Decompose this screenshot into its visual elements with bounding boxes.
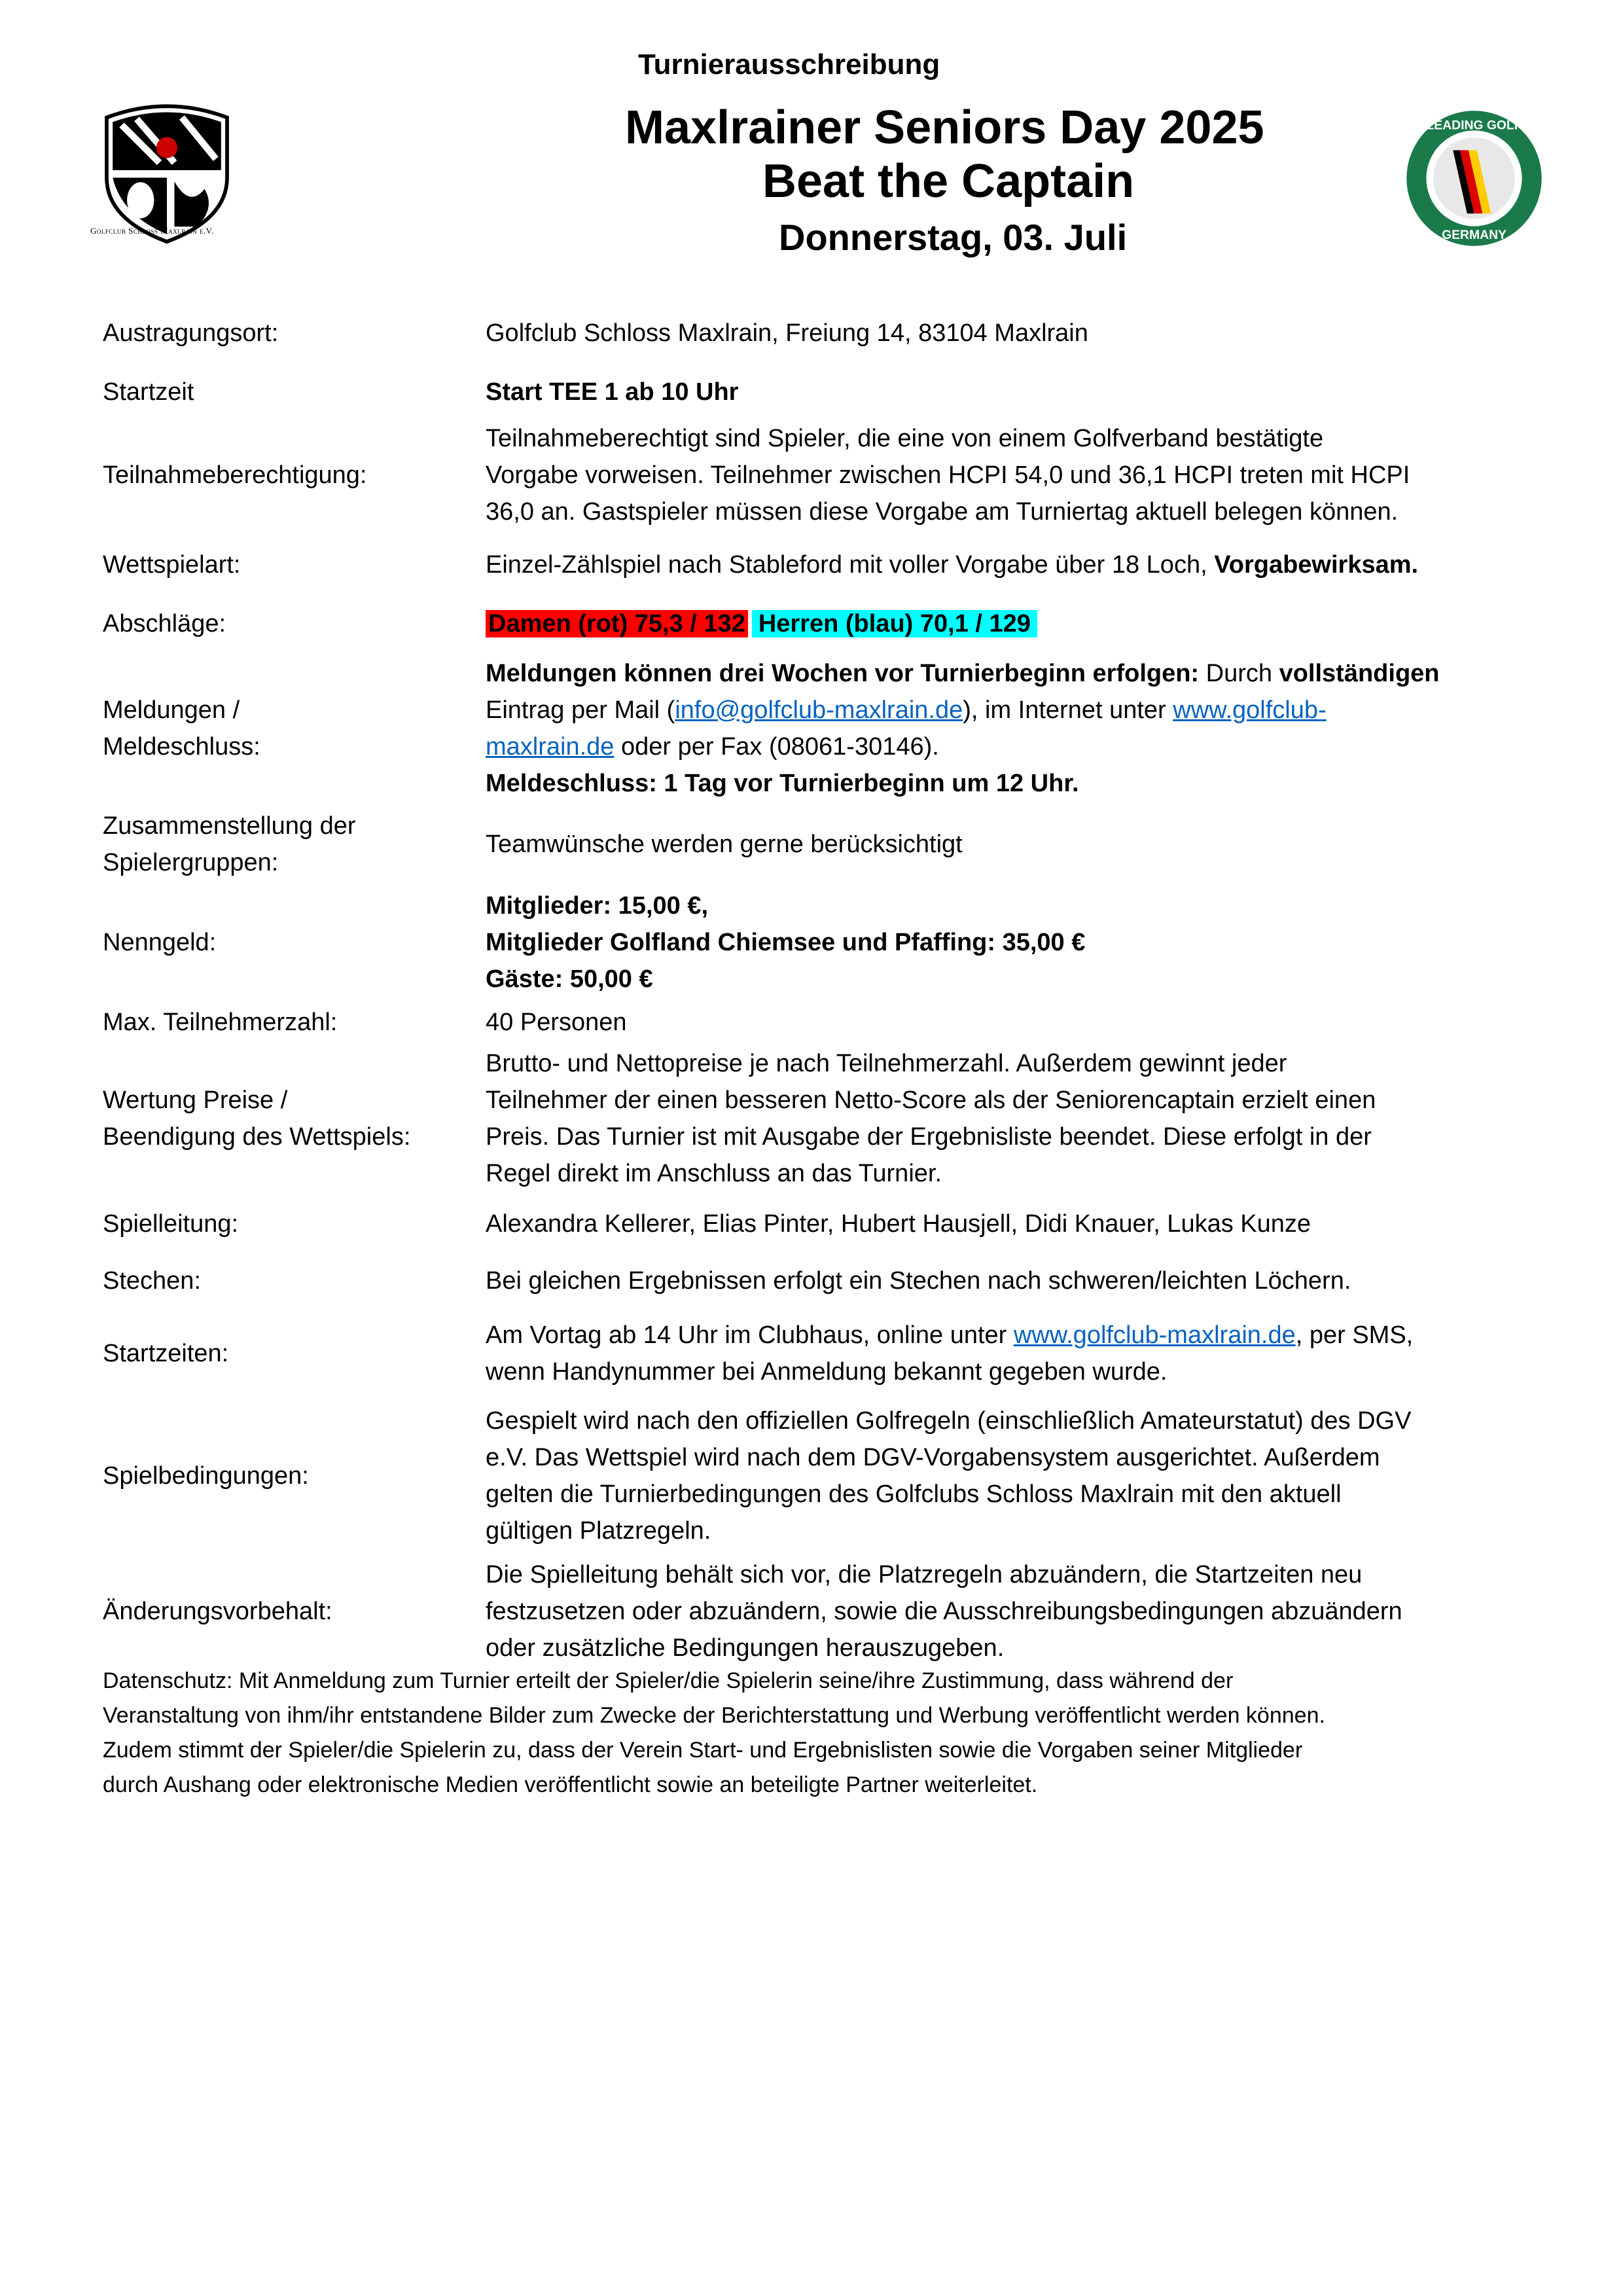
tee-damen-badge: Damen (rot) 75,3 / 132: [486, 610, 748, 637]
text: oder per Fax (08061-30146).: [614, 733, 939, 761]
text-line: 36,0 an. Gastspieler müssen diese Vorgabe am Turniertag aktuell belegen können.: [486, 498, 1399, 526]
value-startzeiten: [486, 1317, 1533, 1390]
label-abschlaege: Abschläge:: [103, 610, 226, 637]
text-line: Teilnahmeberechtigt sind Spieler, die eine von einem Golfverband bestätigte: [486, 425, 1324, 452]
value-gruppen: Teamwünsche werden gerne berücksichtigt: [486, 831, 963, 858]
value-abschlaege: [486, 605, 1533, 642]
value-spielleitung: Alexandra Kellerer, Elias Pinter, Hubert Hausjell, Didi Knauer, Lukas Kunze: [486, 1210, 1311, 1238]
text: , per SMS,: [1295, 1321, 1414, 1349]
value-meldungen: [486, 655, 1533, 802]
text-line: Regel direkt im Anschluss an das Turnier.: [486, 1160, 942, 1187]
text-line: Meldungen /: [103, 696, 240, 724]
website-link-cont[interactable]: maxlrain.de: [486, 733, 615, 761]
datenschutz-note: [103, 1664, 1529, 1803]
text-line: Beendigung des Wettspiels:: [103, 1123, 411, 1151]
text-line: gültigen Platzregeln.: [486, 1517, 711, 1545]
text: Am Vortag ab 14 Uhr im Clubhaus, online unter: [486, 1321, 1014, 1349]
text-line: [486, 692, 1533, 728]
value-vorbehalt: [486, 1556, 1533, 1666]
label-nenngeld: Nenngeld:: [103, 929, 217, 956]
text-line: gelten die Turnierbedingungen des Golfclubs Schloss Maxlrain mit den aktuell: [486, 1480, 1342, 1508]
text-line: Meldeschluss:: [103, 733, 260, 761]
text-line: Zudem stimmt der Spieler/die Spielerin zu, dass der Verein Start- und Ergebnislisten sowie die Vorgaben seiner Mitglieder: [103, 1738, 1303, 1763]
label-wettspielart: Wettspielart:: [103, 551, 241, 579]
text-bold: Vorgabewirksam.: [1214, 551, 1419, 579]
event-subtitle: Beat the Captain: [762, 155, 1135, 207]
text: Eintrag per Mail (: [486, 696, 675, 724]
text-line: oder zusätzliche Bedingungen herauszugeben.: [486, 1634, 1005, 1662]
label-teilnahme: Teilnahmeberechtigung:: [103, 461, 367, 489]
text-line: durch Aushang oder elektronische Medien veröffentlicht sowie an beteiligte Partner weiterleitet.: [103, 1772, 1038, 1797]
club-crest-logo: [92, 95, 242, 245]
value-wettspielart: [486, 547, 1533, 583]
text-line: wenn Handynummer bei Anmeldung bekannt gegeben wurde.: [486, 1358, 1168, 1386]
text-line: festzusetzen oder abzuändern, sowie die Ausschreibungsbedingungen abzuändern: [486, 1598, 1402, 1625]
event-title: Maxlrainer Seniors Day 2025: [625, 101, 1264, 154]
text-line: Gespielt wird nach den offiziellen Golfregeln (einschließlich Amateurstatut) des DGV: [486, 1407, 1412, 1435]
text-line: [486, 1317, 1533, 1354]
label-bedingungen: Spielbedingungen:: [103, 1462, 309, 1490]
text-line: Meldeschluss: 1 Tag vor Turnierbeginn um 12 Uhr.: [486, 770, 1079, 797]
value-startzeit: Start TEE 1 ab 10 Uhr: [486, 378, 739, 406]
text-line: Datenschutz: Mit Anmeldung zum Turnier erteilt der Spieler/die Spielerin seine/ihre Zustimmung, dass während der: [103, 1668, 1234, 1693]
value-wertung: [486, 1045, 1533, 1192]
value-nenngeld: [486, 888, 1533, 997]
text: Durch: [1199, 660, 1279, 687]
value-stechen: Bei gleichen Ergebnissen erfolgt ein Stechen nach schweren/leichten Löchern.: [486, 1267, 1351, 1295]
text: Einzel-Zählspiel nach Stableford mit voller Vorgabe über 18 Loch,: [486, 551, 1215, 579]
label-startzeit: Startzeit: [103, 378, 194, 406]
label-vorbehalt: Änderungsvorbehalt:: [103, 1598, 332, 1625]
event-date: Donnerstag, 03. Juli: [779, 217, 1128, 258]
value-bedingungen: [486, 1403, 1533, 1549]
website-link[interactable]: www.golfclub-maxlrain.de: [1013, 1321, 1296, 1349]
text-line: Veranstaltung von ihm/ihr entstandene Bilder zum Zwecke der Berichterstattung und Werbung veröffentlicht werden können.: [103, 1703, 1325, 1728]
svg-text:GERMANY: GERMANY: [1442, 227, 1507, 242]
text-line: e.V. Das Wettspiel wird nach dem DGV-Vorgabensystem ausgerichtet. Außerdem: [486, 1444, 1380, 1471]
doc-kicker: Turnierausschreibung: [638, 48, 940, 81]
label-meldungen: [103, 692, 469, 765]
text-line: Mitglieder Golfland Chiemsee und Pfaffing: 35,00 €: [486, 929, 1086, 956]
text-line: Teilnehmer der einen besseren Netto-Score als der Seniorencaptain erzielt einen: [486, 1086, 1376, 1114]
email-link[interactable]: info@golfclub-maxlrain.de: [675, 696, 963, 724]
label-spielleitung: Spielleitung:: [103, 1210, 239, 1238]
text-line: [486, 655, 1533, 692]
text-line: Gäste: 50,00 €: [486, 965, 653, 993]
label-wertung: [103, 1082, 469, 1155]
text-bold: Meldungen können drei Wochen vor Turnierbeginn erfolgen:: [486, 660, 1200, 687]
label-gruppen: [103, 808, 469, 881]
text-line: Die Spielleitung behält sich vor, die Platzregeln abzuändern, die Startzeiten neu: [486, 1561, 1363, 1588]
label-stechen: Stechen:: [103, 1267, 201, 1295]
label-austragungsort: Austragungsort:: [103, 319, 279, 347]
label-max: Max. Teilnehmerzahl:: [103, 1009, 338, 1036]
svg-text:LEADING GOLF: LEADING GOLF: [1426, 118, 1522, 133]
text-line: Vorgabe vorweisen. Teilnehmer zwischen HCPI 54,0 und 36,1 HCPI treten mit HCPI: [486, 461, 1410, 489]
text-line: Wertung Preise /: [103, 1086, 288, 1114]
text-line: Spielergruppen:: [103, 849, 279, 876]
value-austragungsort: Golfclub Schloss Maxlrain, Freiung 14, 83104 Maxlrain: [486, 319, 1088, 347]
website-link[interactable]: www.golfclub-: [1173, 696, 1327, 724]
text-line: Mitglieder: 15,00 €,: [486, 892, 709, 920]
club-caption: Golfclub Schloss Maxlrain e.V.: [90, 226, 214, 236]
text-line: Preis. Das Turnier ist mit Ausgabe der Ergebnisliste beendet. Diese erfolgt in der: [486, 1123, 1372, 1151]
value-teilnahme: [486, 420, 1533, 530]
tee-herren-badge: Herren (blau) 70,1 / 129: [752, 610, 1037, 637]
text-line: [486, 728, 1533, 765]
leading-golf-clubs-logo: [1404, 108, 1544, 249]
text-line: Zusammenstellung der: [103, 812, 356, 840]
label-startzeiten: Startzeiten:: [103, 1340, 229, 1367]
text-line: Brutto- und Nettopreise je nach Teilnehmerzahl. Außerdem gewinnt jeder: [486, 1050, 1287, 1077]
value-max: 40 Personen: [486, 1009, 627, 1036]
text: ), im Internet unter: [963, 696, 1173, 724]
text-bold: vollständigen: [1279, 660, 1440, 687]
